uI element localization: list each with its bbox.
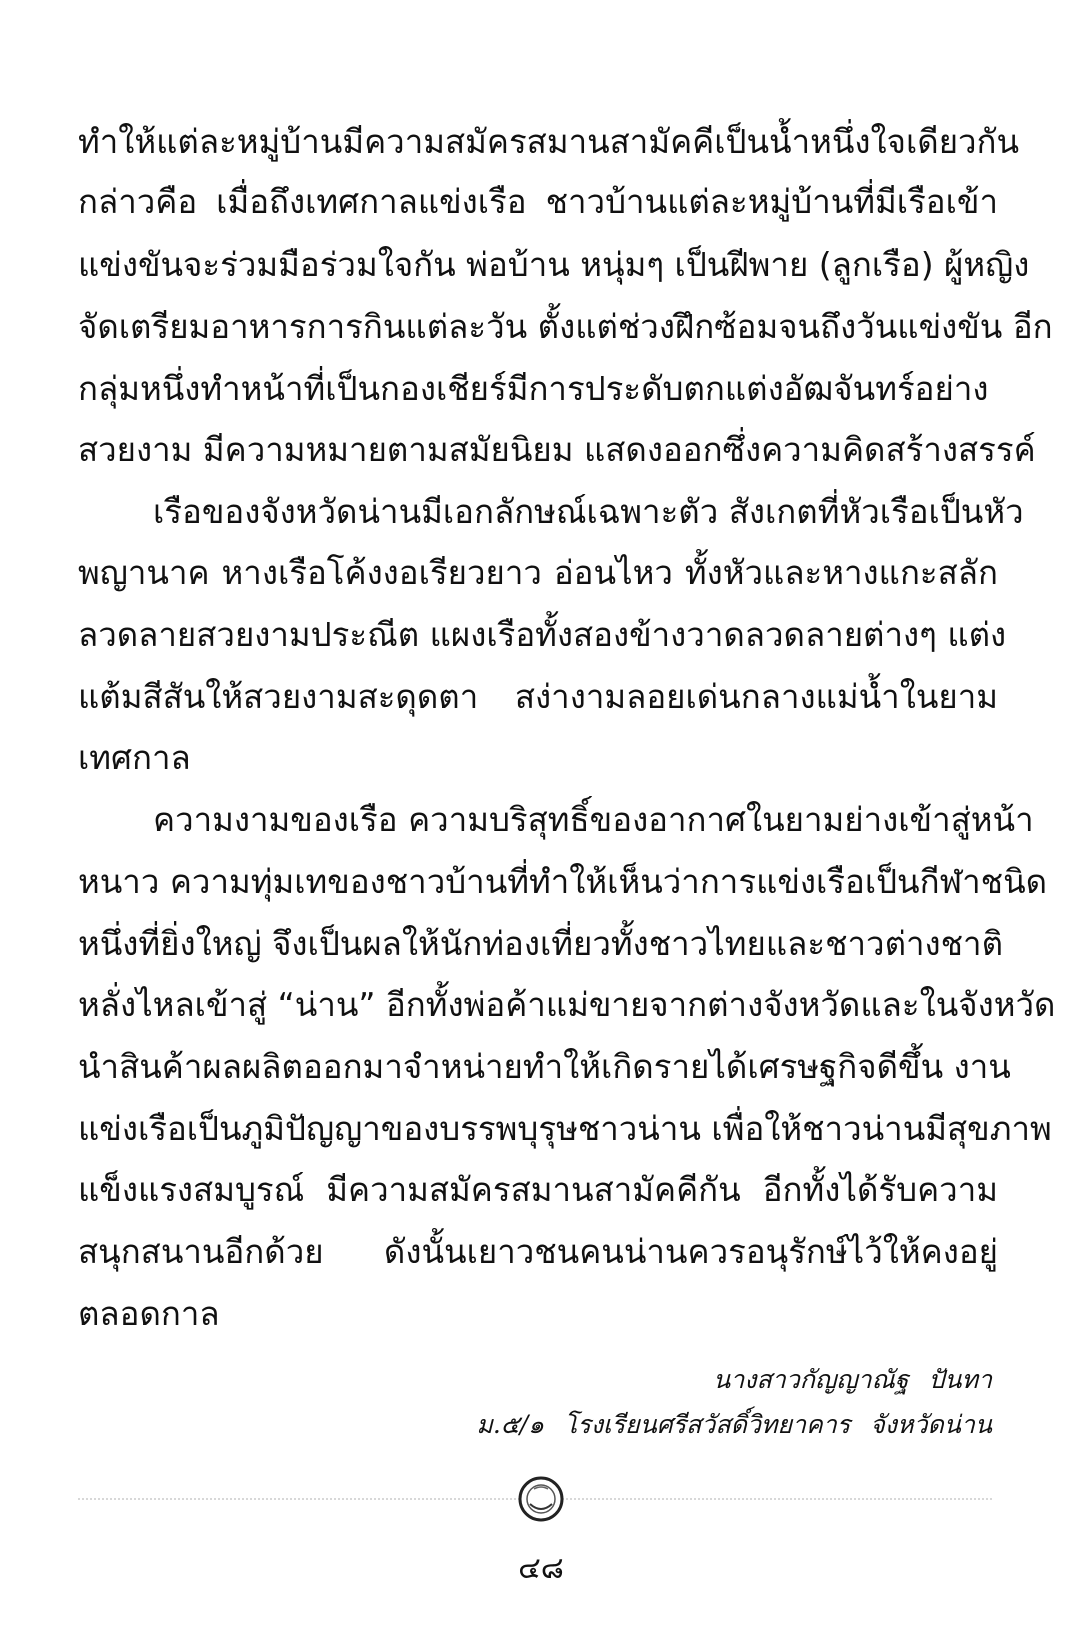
text-line: เทศกาล <box>78 738 191 777</box>
text-line: สนุกสนานอีกด้วย ดังนั้นเยาวชนคนน่านควรอนุรักษ์ไว้ให้คงอยู่ <box>78 1232 998 1271</box>
text-line: ลวดลายสวยงามประณีต แผงเรือทั้งสองข้างวาดลวดลายต่างๆ แต่ง <box>78 615 1007 654</box>
text-line: นำสินค้าผลผลิตออกมาจำหน่ายทำให้เกิดรายได้เศรษฐกิจดีขึ้น งาน <box>78 1047 1011 1086</box>
text-line: ทำให้แต่ละหมู่บ้านมีความสมัครสมานสามัคคีเป็นน้ำหนึ่งใจเดียวกัน <box>78 122 1020 161</box>
text-line: ตลอดกาล <box>78 1294 220 1333</box>
text-line: แต้มสีสันให้สวยงามสะดุดตา สง่างามลอยเด่นกลางแม่น้ำในยาม <box>78 677 998 716</box>
text-line: เรือของจังหวัดน่านมีเอกลักษณ์เฉพาะตัว สังเกตที่หัวเรือเป็นหัว <box>153 492 1024 531</box>
text-line: หนึ่งที่ยิ่งใหญ่ จึงเป็นผลให้นักท่องเที่ยวทั้งชาวไทยและชาวต่างชาติ <box>78 924 1003 963</box>
text-line: แข่งขันจะร่วมมือร่วมใจกัน พ่อบ้าน หนุ่มๆ เป็นฝีพาย (ลูกเรือ) ผู้หญิง <box>78 245 1030 284</box>
text-line: พญานาค หางเรือโค้งงอเรียวยาว อ่อนไหว ทั้งหัวและหางแกะสลัก <box>78 553 998 592</box>
text-line: หลั่งไหลเข้าสู่ “น่าน” อีกทั้งพ่อค้าแม่ขายจากต่างจังหวัดและในจังหวัด <box>78 985 1056 1024</box>
page-number: ๔๘ <box>518 1551 564 1586</box>
text-line: ความงามของเรือ ความบริสุทธิ์ของอากาศในยามย่างเข้าสู่หน้า <box>153 800 1034 839</box>
text-line: กล่าวคือ เมื่อถึงเทศกาลแข่งเรือ ชาวบ้านแต่ละหมู่บ้านที่มีเรือเข้า <box>78 182 998 221</box>
text-line: แข่งเรือเป็นภูมิปัญญาของบรรพบุรุษชาวน่าน เพื่อให้ชาวน่านมีสุขภาพ <box>78 1109 1052 1148</box>
author-name: นางสาวกัญญาณัฐ ปันทา <box>713 1365 992 1394</box>
author-affiliation: ม.๕/๑ โรงเรียนศรีสวัสดิ์วิทยาคาร จังหวัดน่าน <box>476 1410 992 1439</box>
text-line: หนาว ความทุ่มเทของชาวบ้านที่ทำให้เห็นว่าการแข่งเรือเป็นกีฬาชนิด <box>78 862 1048 901</box>
text-line: จัดเตรียมอาหารการกินแต่ละวัน ตั้งแต่ช่วงฝึกซ้อมจนถึงวันแข่งขัน อีก <box>78 307 1053 346</box>
decorative-ring-icon <box>516 1474 566 1524</box>
text-line: แข็งแรงสมบูรณ์ มีความสมัครสมานสามัคคีกัน อีกทั้งได้รับความ <box>78 1170 998 1209</box>
text-line: กลุ่มหนึ่งทำหน้าที่เป็นกองเชียร์มีการประดับตกแต่งอัฒจันทร์อย่าง <box>78 369 989 408</box>
text-line: สวยงาม มีความหมายตามสมัยนิยม แสดงออกซึ่งความคิดสร้างสรรค์ <box>78 430 1036 469</box>
